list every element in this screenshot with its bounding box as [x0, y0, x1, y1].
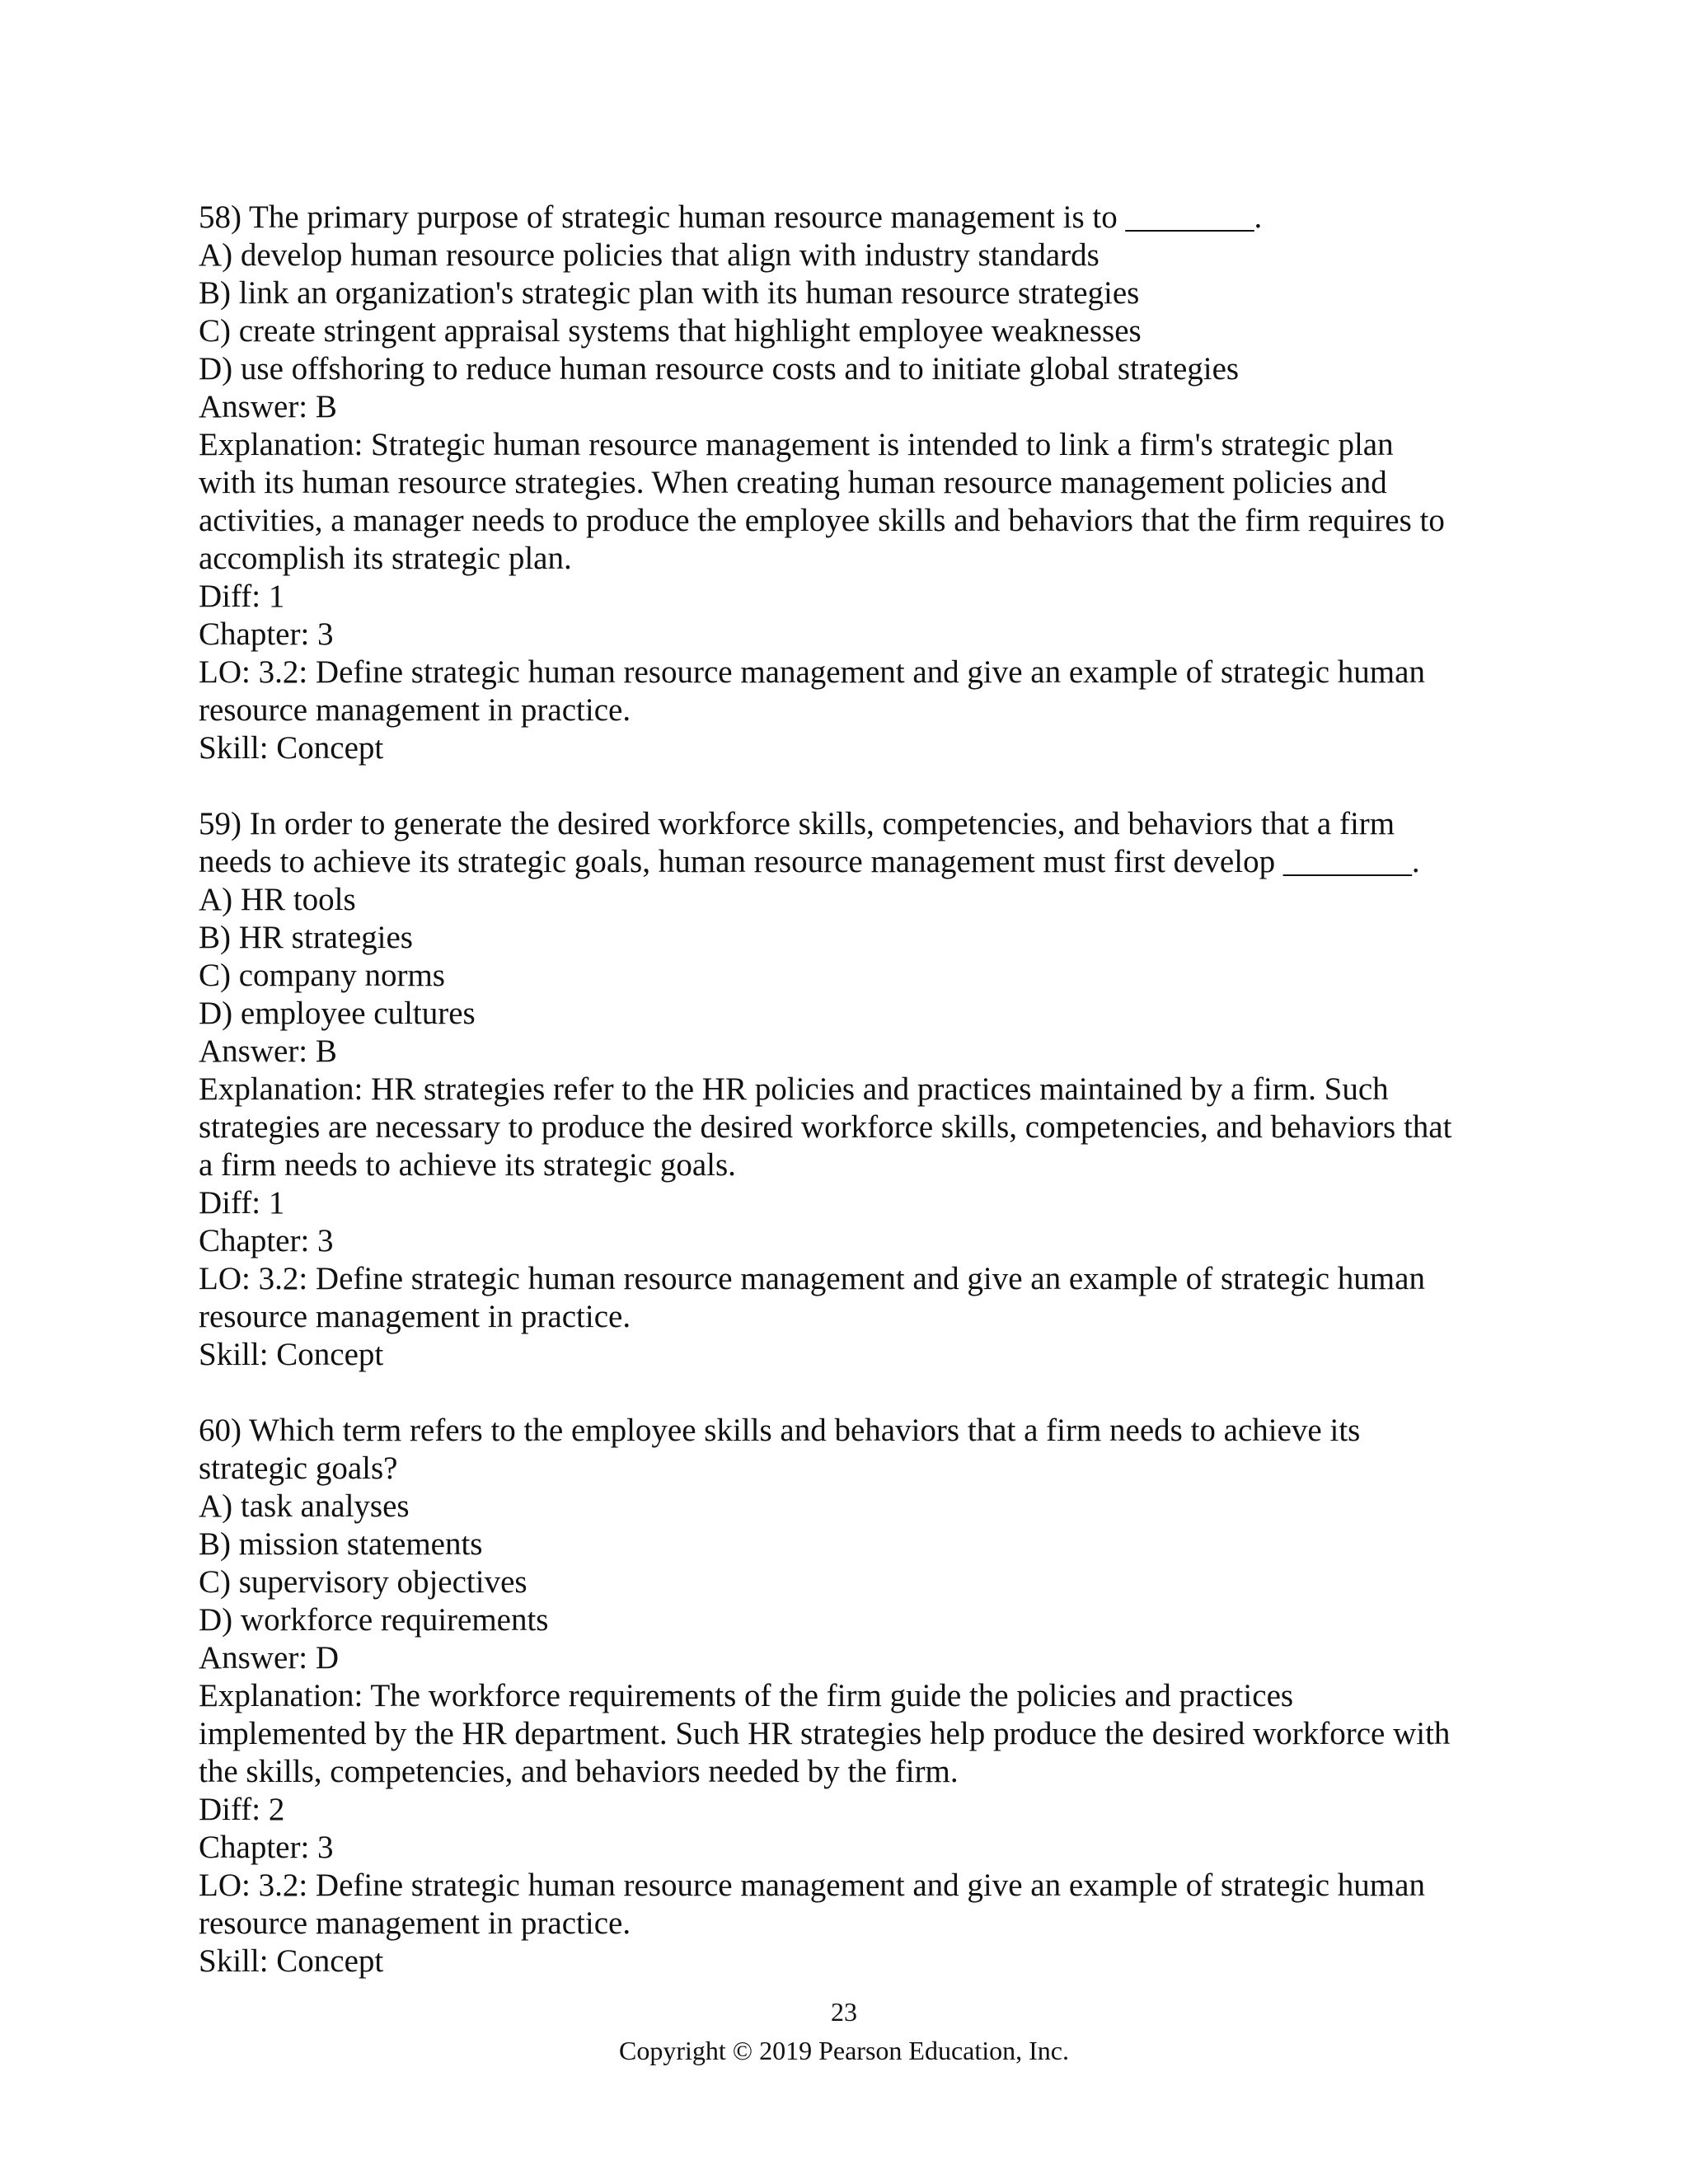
question-59 [199, 805, 1509, 1374]
explanation-line: the skills, competencies, and behaviors needed by the firm. [199, 1754, 959, 1789]
explanation-line: with its human resource strategies. When creating human resource management policies and [199, 465, 1387, 500]
answer: Answer: B [199, 1033, 337, 1069]
chapter: Chapter: 3 [199, 1223, 334, 1258]
option-a: A) develop human resource policies that align with industry standards [199, 237, 1100, 273]
explanation-line: Explanation: HR strategies refer to the HR policies and practices maintained by a firm. Such [199, 1071, 1389, 1107]
question-stem-line: 60) Which term refers to the employee skills and behaviors that a firm needs to achieve its [199, 1413, 1361, 1448]
difficulty: Diff: 1 [199, 1185, 285, 1221]
learning-objective-line: resource management in practice. [199, 1905, 631, 1941]
question-stem-line: needs to achieve its strategic goals, human resource management must first develop ________. [199, 844, 1420, 879]
option-d: D) use offshoring to reduce human resource costs and to initiate global strategies [199, 351, 1240, 387]
option-c: C) create stringent appraisal systems that highlight employee weaknesses [199, 313, 1142, 349]
option-b: B) link an organization's strategic plan with its human resource strategies [199, 275, 1140, 311]
option-c: C) supervisory objectives [199, 1564, 528, 1600]
learning-objective-line: LO: 3.2: Define strategic human resource management and give an example of strategic human [199, 654, 1425, 690]
skill: Skill: Concept [199, 1337, 384, 1372]
answer: Answer: B [199, 389, 337, 424]
option-b: B) HR strategies [199, 920, 413, 955]
chapter: Chapter: 3 [199, 1830, 334, 1865]
difficulty: Diff: 1 [199, 579, 285, 614]
difficulty: Diff: 2 [199, 1792, 285, 1827]
learning-objective-line: resource management in practice. [199, 1299, 631, 1334]
option-c: C) company norms [199, 958, 445, 993]
question-list [199, 199, 1509, 1980]
page-number: 23 [831, 1997, 857, 2027]
option-a: A) task analyses [199, 1488, 410, 1524]
question-stem-line: 58) The primary purpose of strategic human resource management is to ________. [199, 199, 1263, 235]
copyright-notice: Copyright © 2019 Pearson Education, Inc. [619, 2036, 1069, 2065]
explanation-line: Explanation: The workforce requirements of the firm guide the policies and practices [199, 1678, 1294, 1713]
question-stem-line: 59) In order to generate the desired workforce skills, competencies, and behaviors that a firm [199, 806, 1395, 841]
skill: Skill: Concept [199, 730, 384, 766]
chapter: Chapter: 3 [199, 616, 334, 652]
explanation-line: strategies are necessary to produce the desired workforce skills, competencies, and behaviors that [199, 1109, 1452, 1145]
question-60 [199, 1412, 1509, 1980]
option-a: A) HR tools [199, 882, 356, 917]
option-b: B) mission statements [199, 1526, 483, 1562]
option-d: D) employee cultures [199, 996, 476, 1031]
skill: Skill: Concept [199, 1943, 384, 1979]
explanation-line: accomplish its strategic plan. [199, 541, 572, 576]
learning-objective-line: resource management in practice. [199, 692, 631, 728]
option-d: D) workforce requirements [199, 1602, 549, 1638]
question-58 [199, 199, 1509, 767]
explanation-line: a firm needs to achieve its strategic goals. [199, 1147, 736, 1183]
learning-objective-line: LO: 3.2: Define strategic human resource management and give an example of strategic human [199, 1261, 1425, 1296]
explanation-line: implemented by the HR department. Such HR strategies help produce the desired workforce with [199, 1716, 1451, 1751]
answer: Answer: D [199, 1640, 340, 1675]
learning-objective-line: LO: 3.2: Define strategic human resource management and give an example of strategic human [199, 1868, 1425, 1903]
explanation-line: Explanation: Strategic human resource management is intended to link a firm's strategic plan [199, 427, 1394, 462]
explanation-line: activities, a manager needs to produce the employee skills and behaviors that the firm requires to [199, 503, 1445, 538]
question-stem-line: strategic goals? [199, 1451, 398, 1486]
